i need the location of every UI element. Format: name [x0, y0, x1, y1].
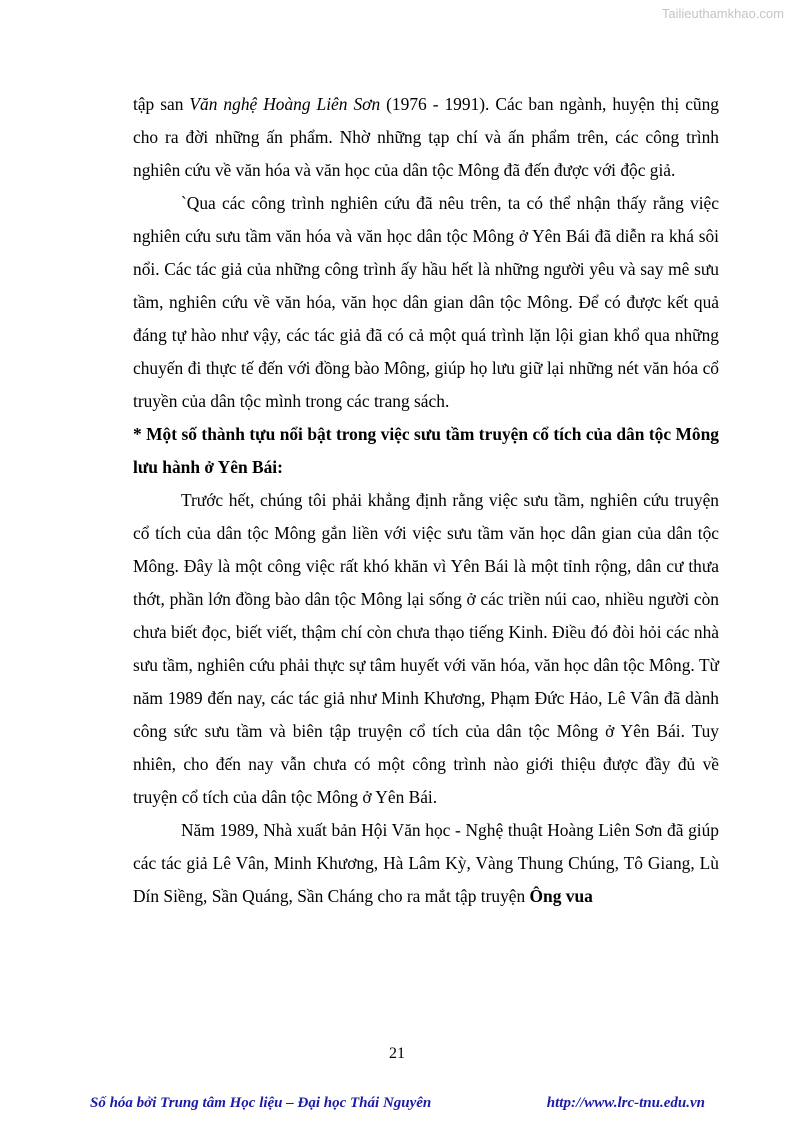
page-number: 21: [389, 1045, 405, 1062]
footer: [90, 1095, 705, 1112]
book-title: Ông vua: [529, 886, 593, 906]
body-text: [133, 88, 719, 913]
paragraph-1: [133, 88, 719, 187]
section-heading: * Một số thành tựu nổi bật trong việc sưu tầm truyện cổ tích của dân tộc Mông lưu hành ở Yên Bái:: [133, 424, 719, 477]
paragraph-2: `Qua các công trình nghiên cứu đã nêu trên, ta có thể nhận thấy rằng việc nghiên cứu sưu tầm văn hóa và văn học dân tộc Mông ở Yên Bái đã diễn ra khá sôi nổi. Các tác giả của những công trình ấy hầu hết là những người yêu và say mê sưu tầm, nghiên cứu về văn hóa, văn học dân gian dân tộc Mông. Để có được kết quả đáng tự hào như vậy, các tác giả đã có cả một quá trình lặn lội gian khổ qua những chuyến đi thực tế đến với đồng bào Mông, giúp họ lưu giữ lại những nét văn hóa cổ truyền của dân tộc mình trong các trang sách.: [133, 193, 719, 411]
paragraph-3: Trước hết, chúng tôi phải khẳng định rằng việc sưu tầm, nghiên cứu truyện cổ tích của dân tộc Mông gắn liền với việc sưu tầm văn học dân gian của dân tộc Mông. Đây là một công việc rất khó khăn vì Yên Bái là một tỉnh rộng, dân cư thưa thớt, phần lớn đồng bào dân tộc Mông lại sống ở các triền núi cao, nhiều người còn chưa biết đọc, biết viết, thậm chí còn chưa thạo tiếng Kinh. Điều đó đòi hỏi các nhà sưu tầm, nghiên cứu phải thực sự tâm huyết với văn hóa, văn học dân tộc Mông. Từ năm 1989 đến nay, các tác giả như Minh Khương, Phạm Đức Hảo, Lê Vân đã dành công sức sưu tầm và biên tập truyện cổ tích của dân tộc Mông ở Yên Bái. Tuy nhiên, cho đến nay vẫn chưa có một công trình nào giới thiệu được đầy đủ về truyện cổ tích của dân tộc Mông ở Yên Bái.: [133, 490, 719, 807]
footer-source: Số hóa bởi Trung tâm Học liệu – Đại học Thái Nguyên: [90, 1095, 432, 1111]
footer-url[interactable]: http://www.lrc-tnu.edu.vn: [546, 1095, 705, 1111]
p1-text-end: (1976 - 1991). Các ban ngành, huyện thị cũng cho ra đời những ấn phẩm. Nhờ những tạp chí và ấn phẩm trên, các công trình nghiên cứu về văn hóa và văn học của dân tộc Mông đã đến được với độc giả.: [133, 94, 720, 180]
p1-text-start: tập san: [133, 94, 190, 114]
watermark: Tailieuthamkhao.com: [661, 6, 784, 21]
journal-title: Văn nghệ Hoàng Liên Sơn: [189, 94, 381, 114]
p4-text: Năm 1989, Nhà xuất bản Hội Văn học - Nghệ thuật Hoàng Liên Sơn đã giúp các tác giả Lê Vân, Minh Khương, Hà Lâm Kỳ, Vàng Thung Chúng, Tô Giang, Lù Dín Siềng, Sần Quáng, Sần Cháng cho ra mắt tập truyện: [133, 820, 719, 906]
paragraph-4: [133, 814, 719, 913]
